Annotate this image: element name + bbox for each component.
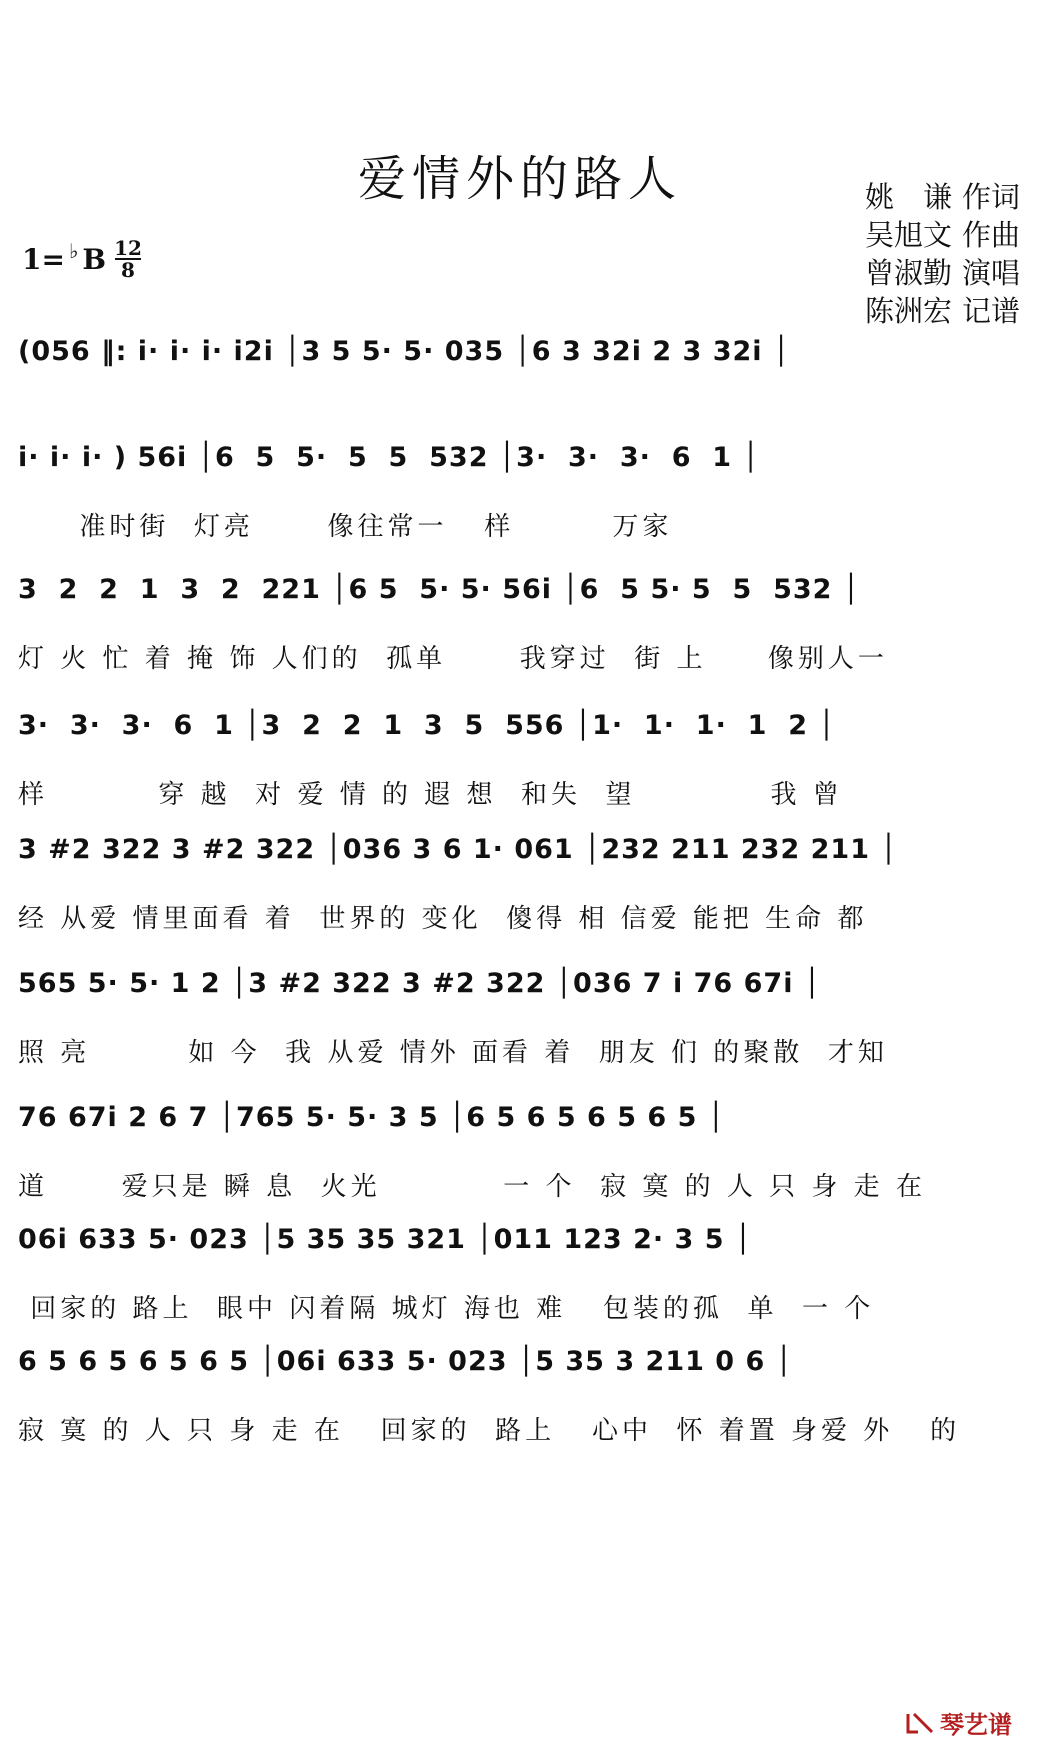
score-system-3 <box>18 574 1028 694</box>
score-system-8 <box>18 1224 1028 1344</box>
notation-line: 6 5 6 5 6 5 6 5 │06i 633 5· 023 │5 35 3 211 0 6 │ <box>18 1346 793 1377</box>
lyric-line: 灯 火 忙 着 掩 饰 人们的 孤单 我穿过 街 上 像别人一 <box>18 644 888 674</box>
score-system-7 <box>18 1102 1028 1222</box>
credit-role: 作曲 <box>961 218 1020 252</box>
notation-line: 3· 3· 3· 6 1 │3 2 2 1 3 5 556 │1· 1· 1· 1 2 │ <box>18 710 836 741</box>
credit-singer <box>865 254 1020 292</box>
credit-name: 吴旭文 <box>864 218 952 252</box>
key-note: B <box>82 242 107 276</box>
credit-lyricist <box>865 178 1020 216</box>
lyric-line: 寂 寞 的 人 只 身 走 在 回家的 路上 心中 怀 着置 身爱 外 的 <box>18 1416 961 1446</box>
watermark-logo <box>906 1705 1012 1740</box>
notation-line: 76 67i 2 6 7 │765 5· 5· 3 5 │6 5 6 5 6 5 6 5 │ <box>18 1102 726 1133</box>
score-system-6 <box>18 968 1028 1088</box>
lyric-line: 经 从爱 情里面看 着 世界的 变化 傻得 相 信爱 能把 生命 都 <box>18 904 868 934</box>
lyric-line: 道 爱只是 瞬 息 火光 一 个 寂 寞 的 人 只 身 走 在 <box>18 1172 926 1202</box>
key-prefix: 1= <box>22 242 65 276</box>
flat-sign: ♭ <box>68 239 79 263</box>
notation-line: 565 5· 5· 1 2 │3 #2 322 3 #2 322 │036 7 i 76 67i │ <box>18 968 822 999</box>
watermark-text: 琴艺谱 <box>940 1711 1012 1739</box>
notation-line: 3 #2 322 3 #2 322 │036 3 6 1· 061 │232 211 232 211 │ <box>18 834 898 865</box>
meter-top: 12 <box>114 236 142 260</box>
score-system-1 <box>18 336 1028 456</box>
notation-line: 3 2 2 1 3 2 221 │6 5 5· 5· 56i │6 5 5· 5 5 532 │ <box>18 574 861 605</box>
credit-role: 记谱 <box>961 294 1020 328</box>
score-system-9 <box>18 1346 1028 1466</box>
lyric-line: 回家的 路上 眼中 闪着隔 城灯 海也 难 包装的孤 单 一 个 <box>18 1294 875 1324</box>
score-system-2 <box>18 442 1028 562</box>
credit-name: 曾淑勤 <box>864 256 952 290</box>
credit-composer <box>865 216 1020 254</box>
meter-bottom: 8 <box>121 258 135 282</box>
credit-role: 演唱 <box>961 256 1020 290</box>
lyric-line: 准时街 灯亮 像往常一 样 万家 <box>18 512 673 542</box>
lyric-line: 照 亮 如 今 我 从爱 情外 面看 着 朋友 们 的聚散 才知 <box>18 1038 888 1068</box>
score-system-5 <box>18 834 1028 954</box>
key-signature <box>22 238 142 280</box>
score-system-4 <box>18 710 1028 830</box>
credits <box>865 178 1020 330</box>
time-signature <box>114 238 142 280</box>
credit-name: 姚 谦 <box>864 180 952 214</box>
logo-icon <box>906 1710 936 1736</box>
page-title: 爱情外的路人 <box>357 151 682 207</box>
credit-transcriber <box>865 292 1020 330</box>
notation-line: 06i 633 5· 023 │5 35 35 321 │011 123 2· 3 5 │ <box>18 1224 753 1255</box>
credit-role: 作词 <box>961 180 1020 214</box>
lyric-line: 样 穿 越 对 爱 情 的 遐 想 和失 望 我 曾 <box>18 780 843 810</box>
notation-line: (056 ‖: i· i· i· i2i │3 5 5· 5· 035 │6 3 32i 2 3 32i │ <box>18 336 791 367</box>
credit-name: 陈洲宏 <box>864 294 952 328</box>
notation-line: i· i· i· ) 56i │6 5 5· 5 5 532 │3· 3· 3· 6 1 │ <box>18 442 760 473</box>
